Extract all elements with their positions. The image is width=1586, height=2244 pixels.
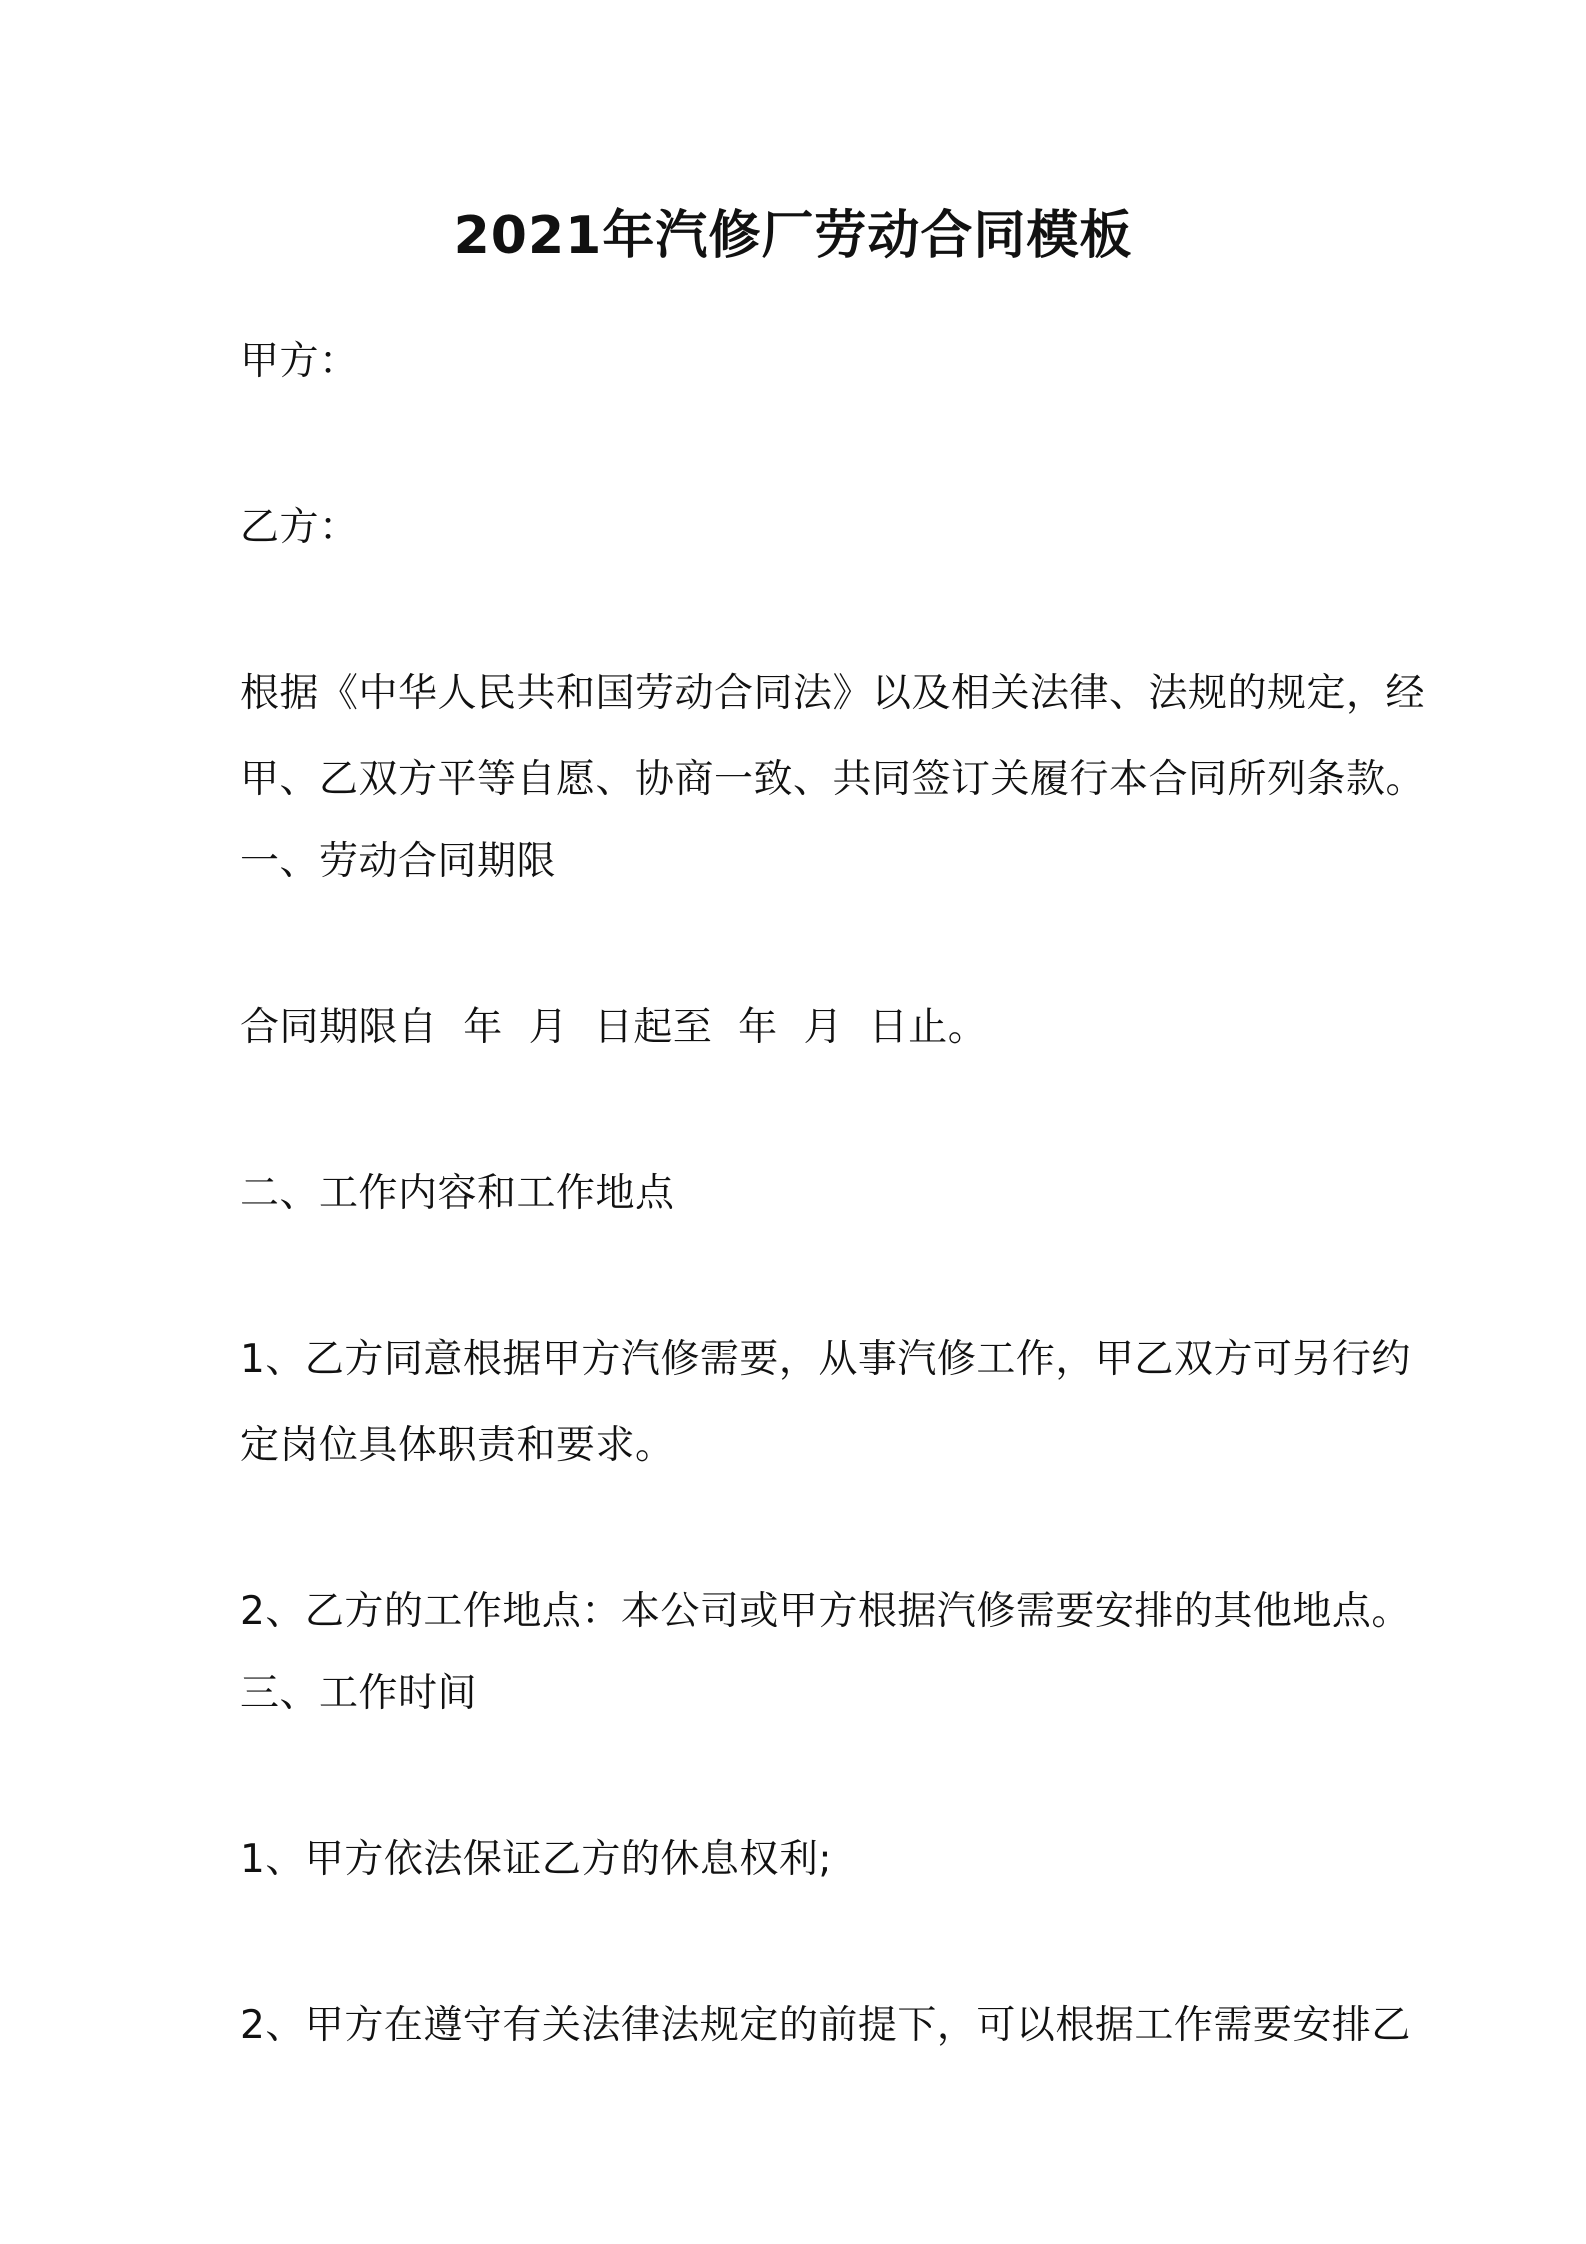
section-3-item-1: 1、甲方依法保证乙方的休息权利; <box>240 1837 832 1882</box>
section-1-heading: 一、劳动合同期限 <box>240 839 557 884</box>
section-3-heading: 三、工作时间 <box>240 1671 478 1716</box>
section-2-item-1-line-2: 定岗位具体职责和要求。 <box>240 1423 675 1468</box>
preamble-line-1: 根据《中华人民共和国劳动合同法》以及相关法律、法规的规定，经 <box>240 671 1426 716</box>
section-2-heading: 二、工作内容和工作地点 <box>240 1171 675 1216</box>
section-2-item-1-line-1: 1、乙方同意根据甲方汽修需要，从事汽修工作，甲乙双方可另行约 <box>240 1337 1411 1382</box>
party-b-label: 乙方： <box>240 505 359 550</box>
party-a-label: 甲方： <box>240 339 359 384</box>
document-title: 2021年汽修厂劳动合同模板 <box>453 206 1133 266</box>
contract-term-text: 合同期限自 年 月 日起至 年 月 日止。 <box>240 1005 988 1050</box>
preamble-line-2: 甲、乙双方平等自愿、协商一致、共同签订关履行本合同所列条款。 <box>240 757 1426 802</box>
section-3-item-2-line-1: 2、甲方在遵守有关法律法规定的前提下，可以根据工作需要安排乙 <box>240 2003 1411 2048</box>
section-2-item-2: 2、乙方的工作地点：本公司或甲方根据汽修需要安排的其他地点。 <box>240 1589 1411 1634</box>
